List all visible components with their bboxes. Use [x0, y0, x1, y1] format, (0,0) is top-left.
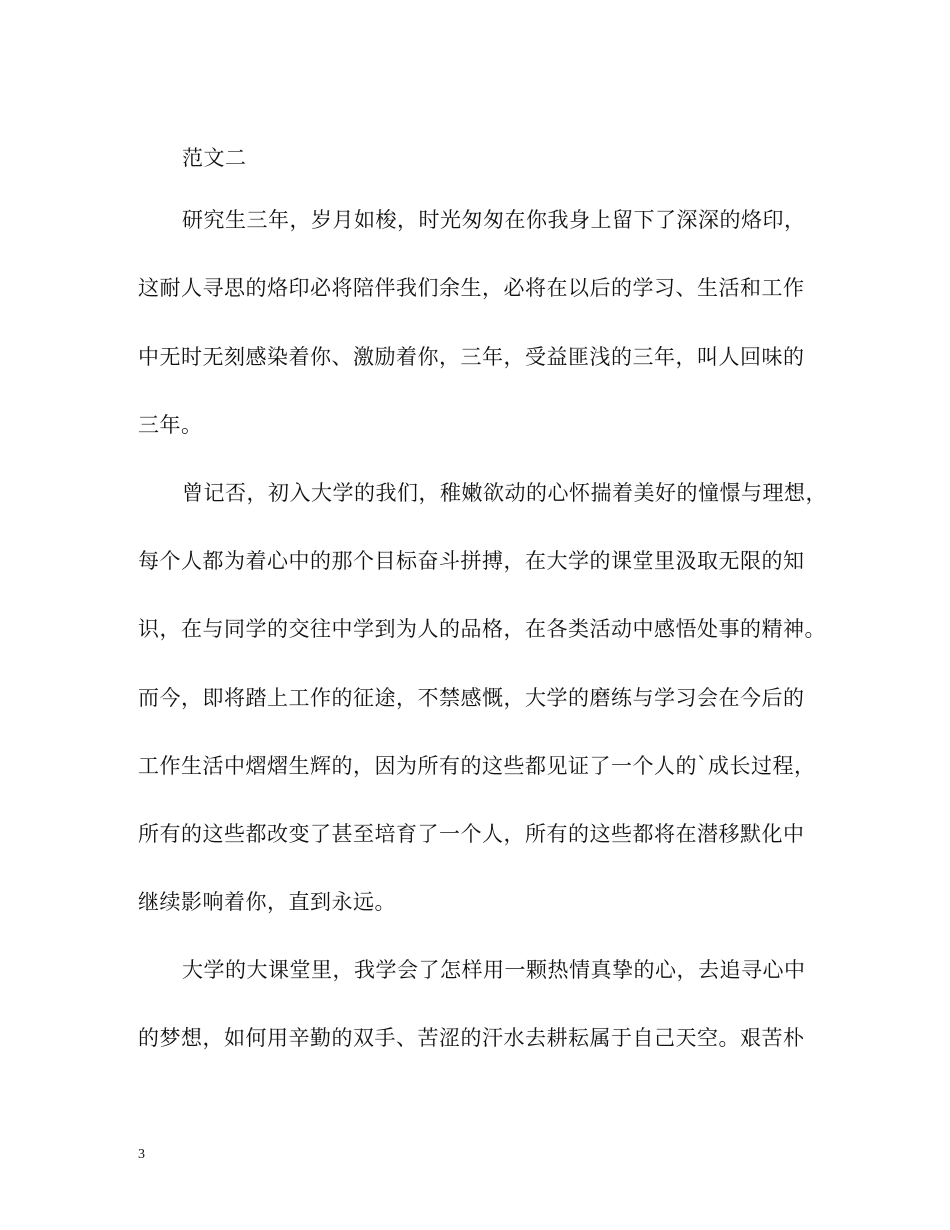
paragraph-line: 所有的这些都改变了甚至培育了一个人，所有的这些都将在潜移默化中	[138, 822, 805, 846]
paragraph-line: 每个人都为着心中的那个目标奋斗拼搏，在大学的课堂里汲取无限的知	[138, 549, 805, 573]
paragraph-line: 继续影响着你，直到永远。	[138, 890, 396, 914]
paragraph-line: 的梦想，如何用辛勤的双手、苦涩的汗水去耕耘属于自己天空。艰苦朴	[138, 1026, 805, 1050]
paragraph-line: 研究生三年，岁月如梭，时光匆匆在你我身上留下了深深的烙印，	[182, 208, 806, 232]
paragraph-line: 这耐人寻思的烙印必将陪伴我们余生，必将在以后的学习、生活和工作	[138, 276, 805, 300]
section-heading: 范文二	[182, 146, 247, 170]
paragraph-line: 工作生活中熠熠生辉的，因为所有的这些都见证了一个人的`成长过程，	[138, 754, 816, 778]
paragraph-line: 而今，即将踏上工作的征途，不禁感慨，大学的磨练与学习会在今后的	[138, 686, 805, 710]
paragraph-line: 曾记否，初入大学的我们，稚嫩欲动的心怀揣着美好的憧憬与理想，	[182, 481, 827, 505]
paragraph-line: 三年。	[138, 413, 203, 437]
paragraph-line: 大学的大课堂里，我学会了怎样用一颗热情真挚的心，去追寻心中	[182, 958, 806, 982]
paragraph-line: 中无时无刻感染着你、激励着你，三年，受益匪浅的三年，叫人回味的	[138, 345, 805, 369]
page-number: 3	[138, 1147, 145, 1162]
paragraph-line: 识，在与同学的交往中学到为人的品格，在各类活动中感悟处事的精神。	[138, 617, 826, 641]
